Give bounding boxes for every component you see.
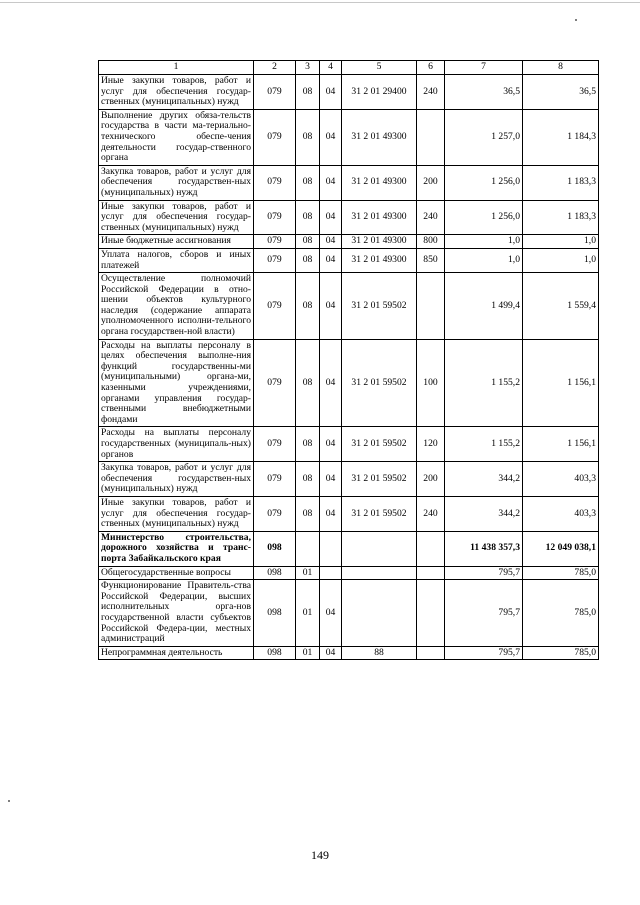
amount-year1-cell: 795,7	[445, 566, 523, 580]
admin-code-cell: 079	[254, 248, 296, 272]
table-row	[99, 427, 599, 462]
amount-year2-cell: 1 156,1	[523, 339, 599, 427]
page-number: 149	[311, 848, 329, 862]
table-row	[99, 273, 599, 340]
target-article-cell: 31 2 01 59502	[342, 496, 417, 531]
table-row	[99, 646, 599, 660]
expense-type-cell: 120	[417, 427, 445, 462]
admin-code-cell: 079	[254, 427, 296, 462]
amount-year1-cell: 11 438 357,3	[445, 531, 523, 566]
section-code-cell: 08	[296, 75, 320, 110]
subsection-code-cell: 04	[320, 248, 342, 272]
subsection-code-cell: 04	[320, 165, 342, 200]
row-name-cell: Расходы на выплаты персоналу в целях обеспечения выполне-ния функций государственны-ми (муниципальными) органа-ми, казенными учреждениями, органами управления государ-ственными внебюджетными фондами	[99, 339, 254, 427]
section-code-cell: 08	[296, 273, 320, 340]
row-name-cell: Общегосударственные вопросы	[99, 566, 254, 580]
amount-year2-cell: 1 184,3	[523, 109, 599, 165]
amount-year1-cell: 1 256,0	[445, 200, 523, 235]
table-row	[99, 339, 599, 427]
subsection-code-cell: 04	[320, 427, 342, 462]
amount-year1-cell: 1 155,2	[445, 427, 523, 462]
section-code-cell: 08	[296, 427, 320, 462]
budget-table	[98, 60, 599, 660]
expense-type-cell	[417, 580, 445, 647]
amount-year1-cell: 36,5	[445, 75, 523, 110]
amount-year2-cell: 785,0	[523, 566, 599, 580]
scan-speck	[8, 800, 10, 802]
section-code-cell: 01	[296, 646, 320, 660]
expense-type-cell	[417, 646, 445, 660]
subsection-code-cell	[320, 531, 342, 566]
target-article-cell: 31 2 01 49300	[342, 235, 417, 249]
amount-year1-cell: 1,0	[445, 235, 523, 249]
subsection-code-cell: 04	[320, 273, 342, 340]
row-name-cell: Выполнение других обяза-тельств государства в части ма-териально-технического обеспе-чения деятельности государ-ственного органа	[99, 109, 254, 165]
expense-type-cell: 850	[417, 248, 445, 272]
amount-year1-cell: 1 499,4	[445, 273, 523, 340]
subsection-code-cell	[320, 566, 342, 580]
amount-year2-cell: 785,0	[523, 646, 599, 660]
section-code-cell: 01	[296, 566, 320, 580]
section-code-cell: 08	[296, 109, 320, 165]
amount-year2-cell: 1,0	[523, 248, 599, 272]
admin-code-cell: 098	[254, 566, 296, 580]
header-cell: 6	[417, 61, 445, 75]
header-cell: 7	[445, 61, 523, 75]
amount-year1-cell: 1 257,0	[445, 109, 523, 165]
table-row	[99, 566, 599, 580]
row-name-cell: Уплата налогов, сборов и иных платежей	[99, 248, 254, 272]
target-article-cell: 31 2 01 49300	[342, 165, 417, 200]
section-code-cell: 08	[296, 496, 320, 531]
admin-code-cell: 079	[254, 496, 296, 531]
header-cell: 8	[523, 61, 599, 75]
header-cell: 4	[320, 61, 342, 75]
row-name-cell: Непрограммная деятельность	[99, 646, 254, 660]
target-article-cell: 31 2 01 59502	[342, 273, 417, 340]
row-name-cell: Закупка товаров, работ и услуг для обеспечения государствен-ных (муниципальных) нужд	[99, 165, 254, 200]
amount-year2-cell: 36,5	[523, 75, 599, 110]
table-row	[99, 580, 599, 647]
admin-code-cell: 079	[254, 109, 296, 165]
target-article-cell: 31 2 01 59502	[342, 339, 417, 427]
expense-type-cell: 240	[417, 75, 445, 110]
amount-year2-cell: 12 049 038,1	[523, 531, 599, 566]
admin-code-cell: 079	[254, 462, 296, 497]
target-article-cell	[342, 566, 417, 580]
target-article-cell: 31 2 01 59502	[342, 427, 417, 462]
amount-year1-cell: 795,7	[445, 646, 523, 660]
target-article-cell: 31 2 01 49300	[342, 109, 417, 165]
amount-year2-cell: 1 183,3	[523, 165, 599, 200]
row-name-cell: Расходы на выплаты персоналу государственных (муниципаль-ных) органов	[99, 427, 254, 462]
row-name-cell: Министерство строительства, дорожного хозяйства и транс-порта Забайкальского края	[99, 531, 254, 566]
subsection-code-cell: 04	[320, 496, 342, 531]
amount-year2-cell: 785,0	[523, 580, 599, 647]
table-row	[99, 109, 599, 165]
amount-year1-cell: 795,7	[445, 580, 523, 647]
target-article-cell: 31 2 01 49300	[342, 200, 417, 235]
expense-type-cell	[417, 531, 445, 566]
subsection-code-cell: 04	[320, 462, 342, 497]
admin-code-cell: 079	[254, 200, 296, 235]
amount-year2-cell: 1 559,4	[523, 273, 599, 340]
row-name-cell: Функционирование Правитель-ства Российской Федерации, высших исполнительных орга-нов государственной власти субъектов Российской Федера-ции, местных администраций	[99, 580, 254, 647]
admin-code-cell: 079	[254, 235, 296, 249]
admin-code-cell: 079	[254, 75, 296, 110]
section-code-cell: 08	[296, 462, 320, 497]
table-row	[99, 235, 599, 249]
admin-code-cell: 079	[254, 273, 296, 340]
amount-year1-cell: 1 256,0	[445, 165, 523, 200]
row-name-cell: Иные закупки товаров, работ и услуг для обеспечения государ-ственных (муниципальных) нужд	[99, 200, 254, 235]
subsection-code-cell: 04	[320, 235, 342, 249]
target-article-cell	[342, 580, 417, 647]
scan-speck	[575, 19, 577, 21]
subsection-code-cell: 04	[320, 75, 342, 110]
amount-year1-cell: 344,2	[445, 462, 523, 497]
amount-year2-cell: 1 156,1	[523, 427, 599, 462]
section-code-cell	[296, 531, 320, 566]
table-row	[99, 75, 599, 110]
section-code-cell: 01	[296, 580, 320, 647]
row-name-cell: Осуществление полномочий Российской Федерации в отно-шении объектов культурного наследия (содержание аппарата уполномоченного исполни-тельного органа государствен-ной власти)	[99, 273, 254, 340]
target-article-cell: 31 2 01 59502	[342, 462, 417, 497]
expense-type-cell: 240	[417, 496, 445, 531]
amount-year1-cell: 1,0	[445, 248, 523, 272]
amount-year1-cell: 344,2	[445, 496, 523, 531]
amount-year2-cell: 403,3	[523, 496, 599, 531]
table-row	[99, 165, 599, 200]
expense-type-cell: 200	[417, 165, 445, 200]
admin-code-cell: 098	[254, 580, 296, 647]
table-row	[99, 200, 599, 235]
table-row	[99, 531, 599, 566]
row-name-cell: Иные бюджетные ассигнования	[99, 235, 254, 249]
admin-code-cell: 079	[254, 339, 296, 427]
scan-edge-line	[0, 2, 640, 3]
admin-code-cell: 098	[254, 646, 296, 660]
row-name-cell: Закупка товаров, работ и услуг для обеспечения государствен-ных (муниципальных) нужд	[99, 462, 254, 497]
expense-type-cell: 100	[417, 339, 445, 427]
subsection-code-cell: 04	[320, 646, 342, 660]
subsection-code-cell: 04	[320, 339, 342, 427]
header-cell: 5	[342, 61, 417, 75]
amount-year2-cell: 1,0	[523, 235, 599, 249]
row-name-cell: Иные закупки товаров, работ и услуг для обеспечения государ-ственных (муниципальных) нужд	[99, 496, 254, 531]
table-row	[99, 248, 599, 272]
expense-type-cell	[417, 273, 445, 340]
row-name-cell: Иные закупки товаров, работ и услуг для обеспечения государ-ственных (муниципальных) нужд	[99, 75, 254, 110]
amount-year2-cell: 1 183,3	[523, 200, 599, 235]
expense-type-cell	[417, 566, 445, 580]
admin-code-cell: 079	[254, 165, 296, 200]
section-code-cell: 08	[296, 248, 320, 272]
subsection-code-cell: 04	[320, 200, 342, 235]
expense-type-cell: 200	[417, 462, 445, 497]
target-article-cell: 31 2 01 49300	[342, 248, 417, 272]
amount-year1-cell: 1 155,2	[445, 339, 523, 427]
table-row	[99, 496, 599, 531]
target-article-cell	[342, 531, 417, 566]
section-code-cell: 08	[296, 235, 320, 249]
header-cell: 1	[99, 61, 254, 75]
header-row	[99, 61, 599, 75]
target-article-cell: 31 2 01 29400	[342, 75, 417, 110]
amount-year2-cell: 403,3	[523, 462, 599, 497]
section-code-cell: 08	[296, 200, 320, 235]
expense-type-cell: 240	[417, 200, 445, 235]
header-cell: 2	[254, 61, 296, 75]
target-article-cell: 88	[342, 646, 417, 660]
expense-type-cell: 800	[417, 235, 445, 249]
subsection-code-cell: 04	[320, 580, 342, 647]
section-code-cell: 08	[296, 339, 320, 427]
expense-type-cell	[417, 109, 445, 165]
admin-code-cell: 098	[254, 531, 296, 566]
header-cell: 3	[296, 61, 320, 75]
subsection-code-cell: 04	[320, 109, 342, 165]
table-row	[99, 462, 599, 497]
section-code-cell: 08	[296, 165, 320, 200]
